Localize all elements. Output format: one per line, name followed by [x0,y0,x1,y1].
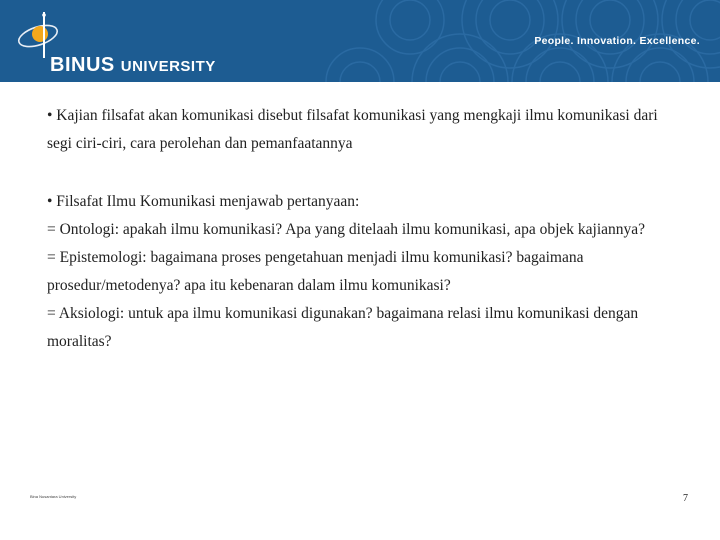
item-aksiologi: = Aksiologi: untuk apa ilmu komunikasi digunakan? bagaimana relasi ilmu komunikasi dengan moralitas? [47,305,639,350]
item-epistemologi: = Epistemologi: bagaimana proses pengetahuan menjadi ilmu komunikasi? bagaimana prosedur/metodenya? apa itu kebenaran dalam ilmu komunikasi? [47,249,584,294]
slide-content [47,102,667,356]
brand-main: BINUS [50,54,115,76]
tagline: People. Innovation. Excellence. [534,35,700,47]
spacer [47,158,667,188]
page-number: 7 [683,493,688,504]
footer-copyright: Bina Nusantara University [30,494,77,499]
item-ontologi: = Ontologi: apakah ilmu komunikasi? Apa yang ditelaah ilmu komunikasi, apa objek kajiannya? [47,221,646,238]
brand-name [50,54,216,77]
brand-sub: UNIVERSITY [120,58,216,75]
header-banner [0,0,720,82]
bullet-kajian: • Kajian filsafat akan komunikasi disebut filsafat komunikasi yang mengkaji ilmu komunikasi dari segi ciri-ciri, cara perolehan dan pemanfaatannya [47,107,658,152]
binus-logo[interactable] [14,10,224,76]
bullet-filsafat-ilmu: • Filsafat Ilmu Komunikasi menjawab pertanyaan: [47,193,360,210]
